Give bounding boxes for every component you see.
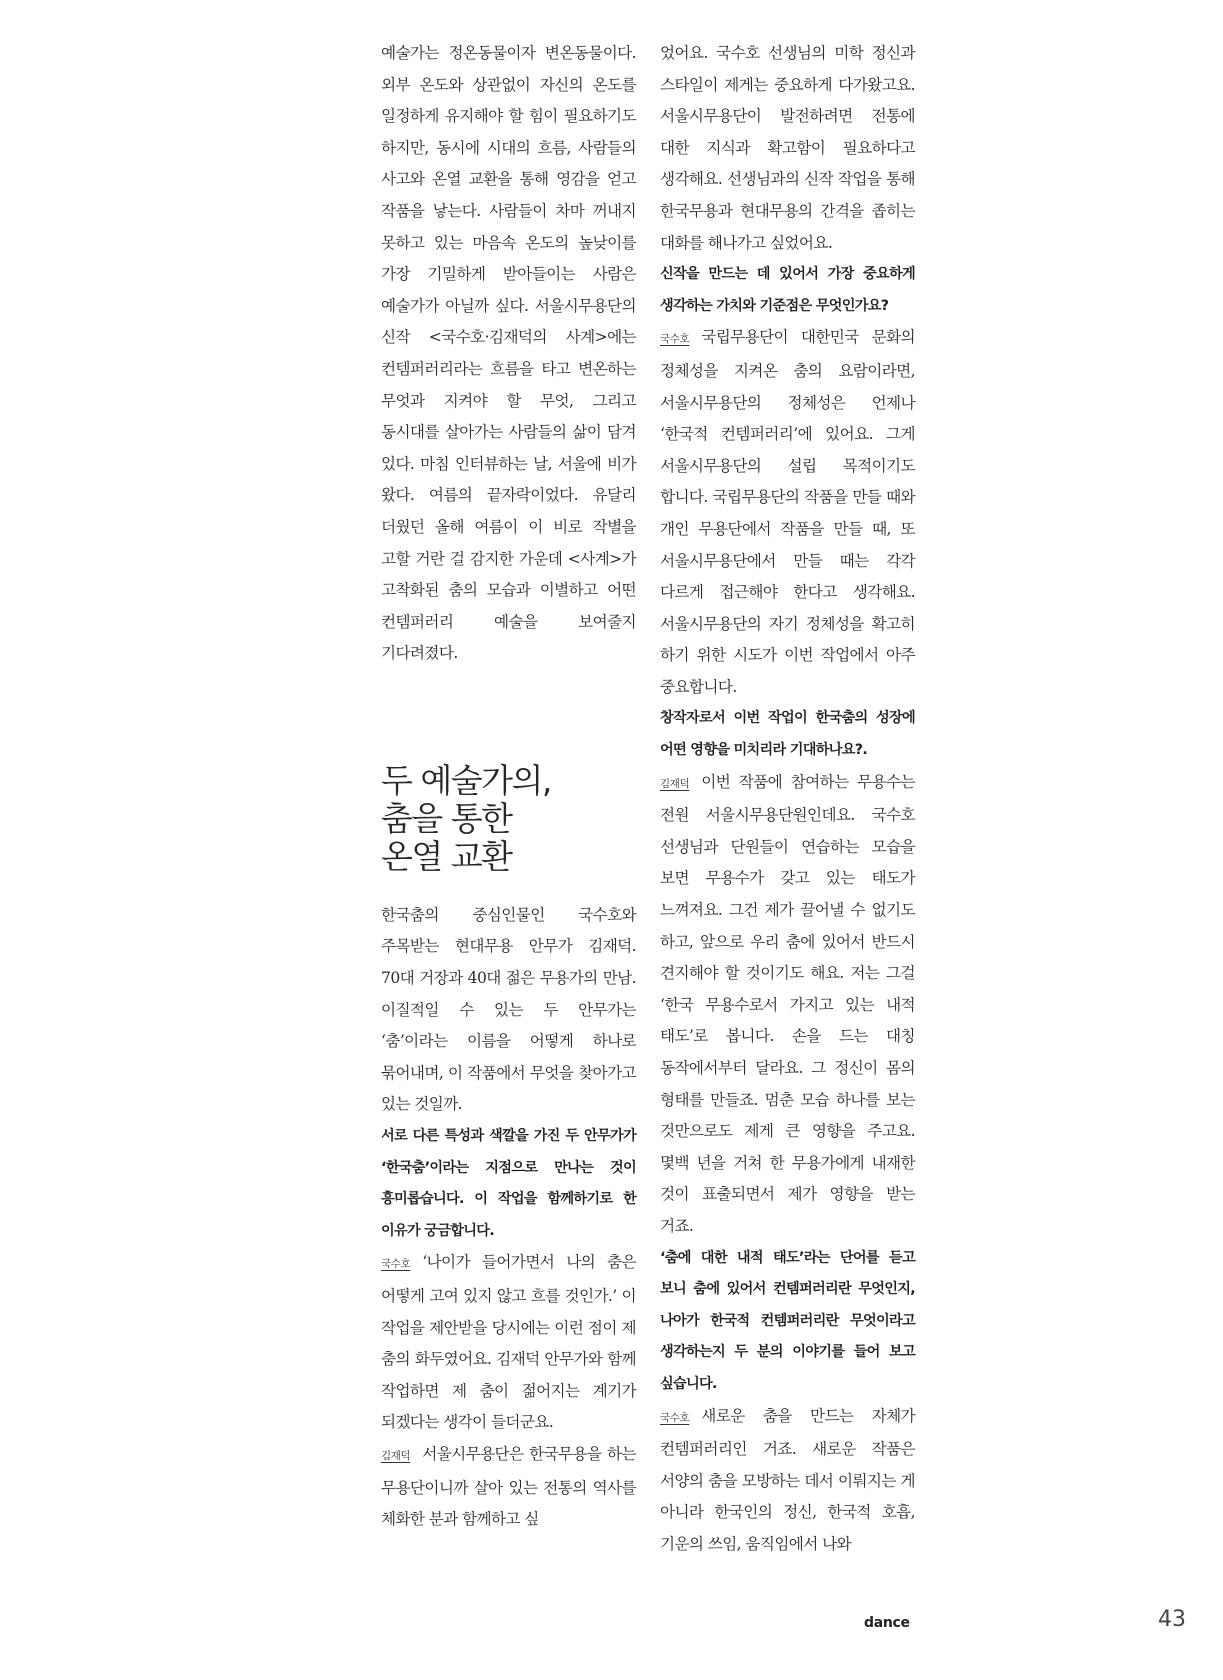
interview-question-1: 서로 다른 특성과 색깔을 가진 두 안무가가 ‘한국춤’이라는 지점으로 만나는 것이 흥미롭습니다. 이 작업을 함께하기로 한 이유가 궁금합니다. <box>381 1128 636 1239</box>
speaker-label: 김재덕 <box>381 1449 411 1462</box>
heading-line-1: 두 예술가의, <box>381 760 551 800</box>
interview-answer-2 <box>381 1439 636 1536</box>
answer-text: 새로운 춤을 만드는 자체가 컨템퍼러리인 거죠. 새로운 작품은 서양의 춤을 모방하는 데서 이뤄지는 게 아니라 한국인의 정신, 한국적 호흡, 기운의 쓰임, 움직임에서 나와 <box>660 1406 915 1553</box>
interview-answer-5 <box>660 1401 915 1561</box>
heading-line-2: 춤을 통한 <box>381 798 512 838</box>
speaker-label: 국수호 <box>381 1258 411 1271</box>
answer-text: 국립무용단이 대한민국 문화의 정체성을 지켜온 춤의 요람이라면, 서울시무용단의 정체성은 언제나 ‘한국적 컨템퍼러리’에 있어요. 그게 서울시무용단의 설립 목적이기도 합니다. 국립무용단의 작품을 만들 때와 개인 무용단에서 작품을 만들 때, 또 서울시무용단에서 만들 때는 각각 다르게 접근해야 한다고 생각해요. 서울시무용단의 자기 정체성을 확고히 하기 위한 시도가 이번 작업에서 아주 중요합니다. <box>660 328 915 696</box>
right-text-column <box>660 38 915 1561</box>
interview-answer-1 <box>381 1247 636 1439</box>
left-text-column <box>381 38 636 1536</box>
speaker-label: 국수호 <box>660 333 690 346</box>
interview-answer-2-continued: 었어요. 국수호 선생님의 미학 정신과 스타일이 제게는 중요하게 다가왔고요. 서울시무용단이 발전하려면 전통에 대한 지식과 확고함이 필요하다고 생각해요. 선생님과의 신작 작업을 통해 한국무용과 현대무용의 간격을 좁히는 대화를 해나가고 싶었어요. <box>660 44 915 252</box>
section-heading <box>381 762 636 876</box>
interview-answer-3 <box>660 322 915 703</box>
intro-paragraph: 예술가는 정온동물이자 변온동물이다. 외부 온도와 상관없이 자신의 온도를 일정하게 유지해야 할 힘이 필요하기도 하지만, 동시에 시대의 흐름, 사람들의 사고와 온열 교환을 통해 영감을 얻고 작품을 낳는다. 사람들이 차마 꺼내지 못하고 있는 마음속 온도의 높낮이를 가장 기밀하게 받아들이는 사람은 예술가가 아닐까 싶다. 서울시무용단의 신작 <국수호·김재덕의 사계>에는 컨템퍼러리라는 흐름을 타고 변온하는 무엇과 지켜야 할 무엇, 그리고 동시대를 살아가는 사람들의 삶이 담겨 있다. 마침 인터뷰하는 날, 서울에 비가 왔다. 여름의 끝자락이었다. 유달리 더웠던 올해 여름이 이 비로 작별을 고할 거란 걸 감지한 가운데 <사계>가 고착화된 춤의 모습과 이별하고 어떤 컨템퍼러리 예술을 보여줄지 기다려졌다. <box>381 44 636 663</box>
interview-question-2: 신작을 만드는 데 있어서 가장 중요하게 생각하는 가치와 기준점은 무엇인가요? <box>660 266 915 314</box>
magazine-brand: dance <box>864 1615 910 1631</box>
interview-answer-4 <box>660 767 915 1243</box>
speaker-label: 국수호 <box>660 1411 690 1424</box>
answer-text: ‘나이가 들어가면서 나의 춤은 어떻게 고여 있지 않고 흐를 것인가.’ 이 작업을 제안받을 당시에는 이런 점이 제 춤의 화두였어요. 김재덕 안무가와 함께 작업하면 제 춤이 젊어지는 계기가 되겠다는 생각이 들더군요. <box>381 1253 636 1432</box>
answer-text: 서울시무용단은 한국무용을 하는 무용단이니까 살아 있는 전통의 역사를 체화한 분과 함께하고 싶 <box>381 1444 636 1529</box>
answer-text: 이번 작품에 참여하는 무용수는 전원 서울시무용단원인데요. 국수호 선생님과 단원들이 연습하는 모습을 보면 무용수가 갖고 있는 태도가 느껴져요. 그건 제가 끌어낼 수 없기도 하고, 앞으로 우리 춤에 있어서 반드시 견지해야 할 것이기도 해요. 저는 그걸 ‘한국 무용수로서 가지고 있는 내적 태도’로 봅니다. 손을 드는 대칭 동작에서부터 달라요. 그 정신이 몸의 형태를 만들죠. 멈춘 모습 하나를 보는 것만으로도 제게 큰 영향을 주고요. 몇백 년을 거쳐 한 무용가에게 내재한 것이 표출되면서 제가 영향을 받는 거죠. <box>660 772 915 1235</box>
speaker-label: 김재덕 <box>660 777 690 790</box>
heading-line-3: 온열 교환 <box>381 836 512 876</box>
lead-paragraph: 한국춤의 중심인물인 국수호와 주목받는 현대무용 안무가 김재덕. 70대 거장과 40대 젊은 무용가의 만남. 이질적일 수 있는 두 안무가는 ‘춤’이라는 이름을 어떻게 하나로 묶어내며, 이 작품에서 무엇을 찾아가고 있는 것일까. <box>381 905 636 1114</box>
interview-question-3: 창작자로서 이번 작업이 한국춤의 성장에 어떤 영향을 미치리라 기대하나요?. <box>660 710 915 759</box>
page-number: 43 <box>1158 1607 1186 1632</box>
interview-question-4: ‘춤에 대한 내적 태도’라는 단어를 듣고 보니 춤에 있어서 컨템퍼러리란 무엇인지, 나아가 한국적 컨템퍼러리란 무엇이라고 생각하는지 두 분의 이야기를 들어 보고 싶습니다. <box>660 1249 915 1392</box>
